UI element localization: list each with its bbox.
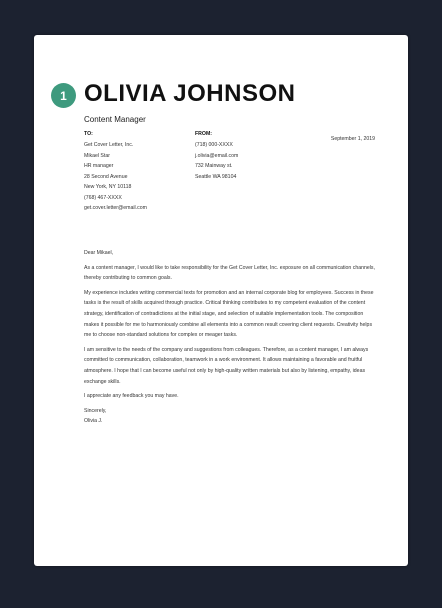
recipient-company: Get Cover Letter, Inc. (84, 142, 134, 148)
recipient-phone: (768) 467-XXXX (84, 194, 122, 201)
letter-body (84, 248, 376, 427)
letter-paragraph: My experience includes writing commercial texts for promotion and an internal corporate blog for employees. Success in these tasks is the result of skills acquired through practice. Critical thinking contributes to my competent evaluation of the content strategy, identification of contradictions at the initial stage, and selection of suitable implementation tools. The composition makes it possible for me to harmoniously combine all elements into a common result covering client requests. Creativity helps me to choose non-standard solutions for complex or meager tasks. (84, 289, 374, 339)
recipient-city: New York, NY 10118 (84, 184, 132, 190)
sender-street: 732 Mainway st. (195, 163, 233, 169)
cover-letter-page (34, 35, 408, 566)
letter-closing: Sincerely, (84, 407, 107, 414)
recipient-street: 28 Second Avenue (84, 173, 128, 180)
applicant-job-title: Content Manager (84, 115, 146, 124)
sender-header: FROM: (195, 131, 212, 137)
sender-email: j.olivia@email.com (195, 152, 239, 159)
recipient-header: TO: (84, 131, 93, 137)
letter-signature: Olivia J. (84, 418, 103, 425)
sender-city: Seattle WA 98104 (195, 173, 237, 180)
recipient-position: HR manager (84, 163, 114, 169)
recipient-email: get.cover.letter@email.com (84, 205, 147, 211)
letter-date: September 1, 2019 (330, 136, 375, 142)
recipient-name: Mikael Star (84, 152, 110, 159)
sender-phone: (718) 000-XXXX (195, 142, 233, 148)
sender-block (195, 131, 238, 182)
letter-greeting: Dear Mikael, (84, 250, 114, 256)
step-number-badge: 1 (51, 83, 76, 108)
letter-paragraph: I appreciate any feedback you may have. (84, 393, 179, 400)
letter-paragraph: As a content manager, I would like to take responsibility for the Get Cover Letter, Inc. exposure on all communication channels, thereby contributing to common goals. (84, 264, 375, 282)
recipient-block (84, 131, 147, 214)
applicant-name: OLIVIA JOHNSON (84, 80, 296, 107)
letter-paragraph: I am sensitive to the needs of the company and suggestions from colleagues. Therefore, as a content manager, I am always committed to communication, collaboration, teamwork in a work environment. It allows maintaining a favorable and fruitful atmosphere. I hope that I can become useful not only by high-quality written materials but also by listening, empathy, ideas exchange skills. (84, 346, 369, 385)
